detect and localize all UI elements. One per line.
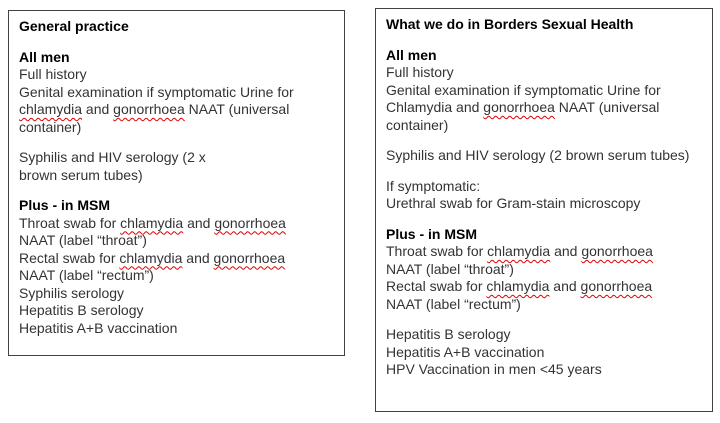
text-segment: Syphilis serology — [19, 284, 125, 301]
text-line — [386, 195, 702, 213]
text-line — [386, 361, 702, 379]
text-segment: Chlamydia and — [386, 99, 484, 115]
text-line — [19, 119, 334, 137]
text-line — [386, 344, 702, 362]
text-line — [386, 82, 702, 100]
text-segment: All men — [19, 48, 70, 65]
heading-line — [19, 18, 334, 36]
misspelled-word: gonorrhoea — [214, 214, 286, 231]
blank-line — [386, 165, 702, 178]
text-segment: container) — [19, 118, 82, 135]
text-segment: Hepatitis A+B vaccination — [19, 319, 178, 336]
text-line — [386, 243, 702, 261]
text-line — [386, 278, 702, 296]
text-segment: NAAT (universal — [184, 101, 290, 117]
text-segment: If symptomatic: — [386, 177, 481, 194]
text-line — [19, 215, 334, 233]
misspelled-word: chlamydia — [19, 101, 83, 117]
text-segment: Rectal swab for — [19, 249, 120, 266]
blank-line — [19, 36, 334, 49]
text-line — [19, 66, 334, 84]
text-line — [386, 296, 702, 314]
text-segment: General practice — [19, 18, 129, 34]
text-segment: Rectal swab for — [386, 278, 487, 294]
text-segment: Full history — [19, 66, 87, 82]
text-segment: HPV Vaccination in men <45 years — [386, 361, 602, 377]
heading-line — [19, 197, 334, 215]
heading-line — [19, 49, 334, 67]
blank-line — [386, 134, 702, 147]
text-segment: NAAT (universal — [554, 99, 660, 115]
heading-line — [386, 16, 702, 34]
text-line — [19, 250, 334, 268]
text-line — [19, 302, 334, 320]
text-line — [386, 178, 702, 196]
misspelled-word: chlamydia — [120, 214, 184, 231]
text-segment: Genital examination if symptomatic Urine for — [386, 81, 661, 98]
blank-line — [386, 313, 702, 326]
text-line — [19, 232, 334, 250]
text-line — [19, 101, 334, 119]
text-line — [386, 64, 702, 82]
text-segment: NAAT (label “throat”) — [19, 232, 147, 248]
text-segment: container) — [386, 116, 449, 133]
text-segment: Syphilis and HIV serology (2 x — [19, 149, 206, 165]
text-segment: What we do in Borders Sexual Health — [386, 16, 634, 32]
text-segment: Throat swab for — [386, 243, 488, 259]
misspelled-word: gonorrhoea — [580, 278, 653, 294]
misspelled-word: chlamydia — [119, 249, 183, 266]
text-segment: Hepatitis A+B vaccination — [386, 343, 545, 360]
text-segment: Hepatitis B serology — [386, 326, 511, 342]
text-line — [19, 167, 334, 185]
misspelled-word: gonorrhoea — [483, 99, 555, 115]
text-segment: Syphilis and HIV serology (2 brown serum tubes) — [386, 147, 690, 163]
blank-line — [386, 213, 702, 226]
text-segment: and — [82, 101, 114, 117]
text-line — [19, 149, 334, 167]
text-line — [386, 147, 702, 165]
general-practice-textbox — [8, 10, 345, 356]
text-line — [19, 285, 334, 303]
blank-line — [19, 136, 334, 149]
misspelled-word: chlamydia — [486, 278, 550, 294]
text-line — [386, 117, 702, 135]
text-segment: All men — [386, 46, 437, 63]
text-line — [19, 84, 334, 102]
text-segment: NAAT (label “rectum”) — [19, 267, 154, 283]
misspelled-word: gonorrhoea — [581, 243, 653, 259]
blank-line — [19, 184, 334, 197]
misspelled-word: chlamydia — [487, 243, 551, 259]
text-segment: brown serum tubes) — [19, 166, 143, 183]
text-line — [19, 320, 334, 338]
heading-line — [386, 226, 702, 244]
borders-sexual-health-textbox — [375, 8, 713, 412]
blank-line — [386, 34, 702, 47]
text-line — [19, 267, 334, 285]
text-segment: and — [182, 249, 214, 266]
text-segment: and — [549, 278, 581, 294]
text-line — [386, 99, 702, 117]
text-line — [386, 261, 702, 279]
text-segment: NAAT (label “throat”) — [386, 260, 514, 277]
text-segment: and — [183, 214, 215, 231]
text-segment: Urethral swab for Gram-stain microscopy — [386, 195, 641, 211]
text-segment: Throat swab for — [19, 214, 121, 231]
text-segment: Full history — [386, 64, 454, 80]
misspelled-word: gonorrhoea — [113, 101, 185, 117]
text-segment: NAAT (label “rectum”) — [386, 295, 521, 312]
text-segment: Genital examination if symptomatic Urine for — [19, 83, 294, 100]
text-segment: Plus - in MSM — [19, 197, 110, 213]
heading-line — [386, 47, 702, 65]
text-segment: and — [550, 243, 582, 259]
misspelled-word: gonorrhoea — [213, 249, 286, 266]
text-segment: Plus - in MSM — [386, 225, 477, 242]
text-line — [386, 326, 702, 344]
text-segment: Hepatitis B serology — [19, 302, 144, 318]
